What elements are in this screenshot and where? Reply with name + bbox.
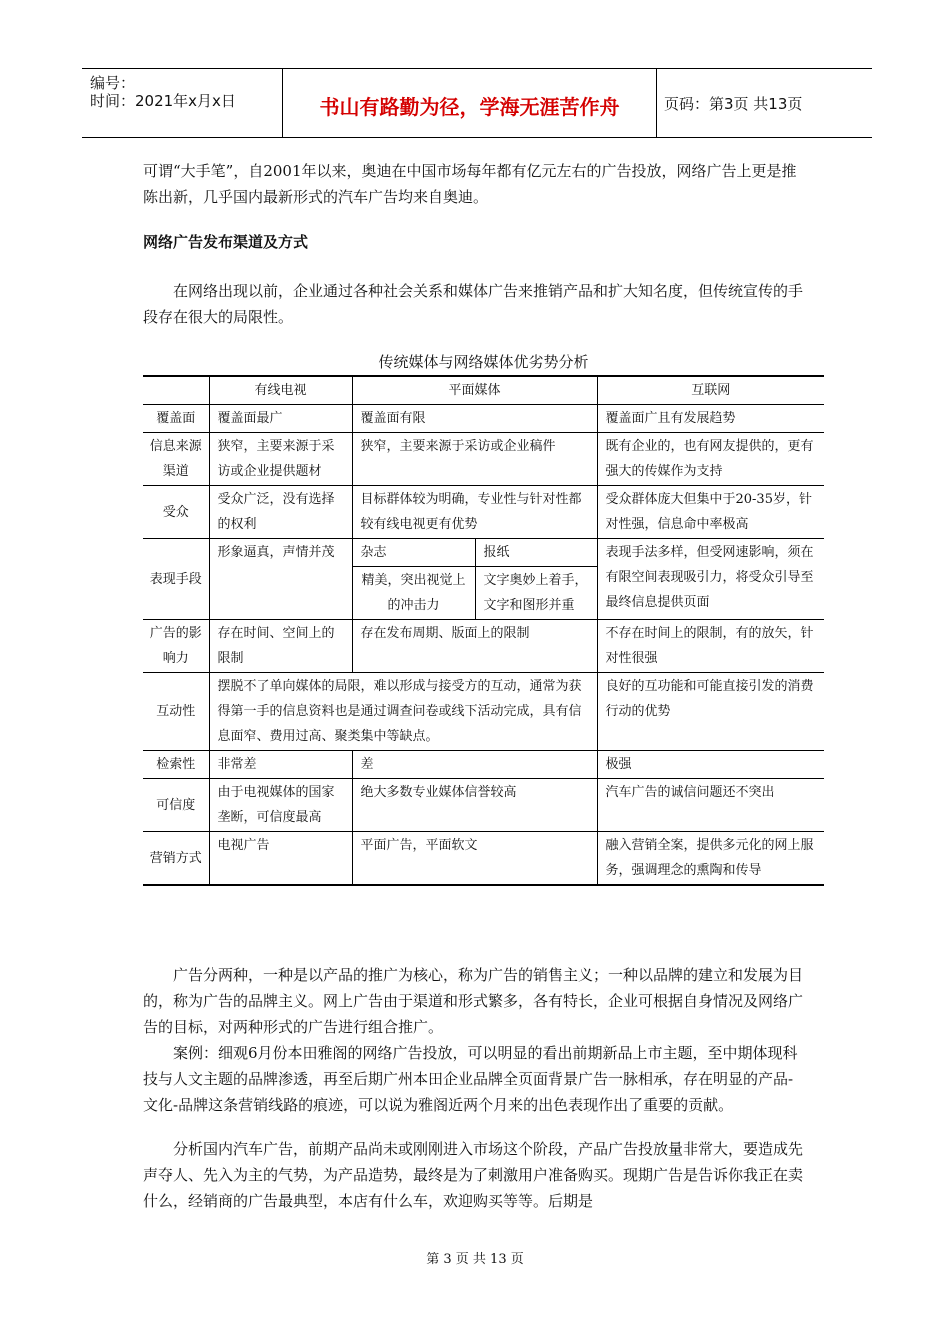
table-cell: 受众广泛，没有选择的权利: [209, 486, 352, 539]
table-cell: 极强: [597, 751, 824, 779]
table-cell: 由于电视媒体的国家垄断，可信度最高: [209, 779, 352, 832]
table-cell: 狭窄，主要来源于采访或企业稿件: [352, 433, 597, 486]
table-cell: 精美，突出视觉上的冲击力: [352, 567, 475, 620]
paragraph-4: 分析国内汽车广告，前期产品尚未或刚刚进入市场这个阶段，产品广告投放量非常大，要造成先声夺人、先入为主的气势，为产品造势，最终是为了刺激用户准备购买。现期广告是告诉你我正在卖什么，经销商的广告最典型，本店有什么车，欢迎购买等等。后期是: [143, 1140, 804, 1210]
table-row: [143, 539, 824, 567]
section-title: 网络广告发布渠道及方式: [143, 233, 309, 251]
table-cell: 目标群体较为明确，专业性与针对性都较有线电视更有优势: [352, 486, 597, 539]
page-footer: 第 3 页 共 13 页: [426, 1252, 524, 1267]
table-cell: 汽车广告的诚信问题还不突出: [597, 779, 824, 832]
paragraph-2: 广告分两种，一种是以产品的推广为核心，称为广告的销售主义；一种以品牌的建立和发展为目的，称为广告的品牌主义。网上广告由于渠道和形式繁多，各有特长，企业可根据自身情况及网络广告的目标，对两种形式的广告进行组合推广。: [143, 966, 804, 1036]
table-caption: 传统媒体与网络媒体优劣势分析: [378, 353, 589, 371]
header-cell-empty: [143, 376, 209, 405]
page-header: [82, 68, 872, 138]
intro-paragraph: 可谓“大手笔”，自2001年以来，奥迪在中国市场每年都有亿元左右的广告投放，网络广告上更是推陈出新，几乎国内最新形式的汽车广告均来自奥迪。: [143, 162, 797, 206]
table-cell: 摆脱不了单向媒体的局限，难以形成与接受方的互动，通常为获得第一手的信息资料也是通过调查问卷或线下活动完成，具有信息面窄、费用过高、聚类集中等缺点。: [209, 673, 597, 751]
header-motto: 书山有路勤为径，学海无涯苦作舟: [319, 95, 620, 119]
paragraph-3: 案例：细观6月份本田雅阁的网络广告投放，可以明显的看出前期新品上市主题，至中期体现科技与人文主题的品牌渗透，再至后期广州本田企业品牌全页面背景广告一脉相承，存在明显的产品-文化-品牌这条营销线路的痕迹，可以说为雅阁近两个月来的出色表现作出了重要的贡献。: [143, 1044, 798, 1114]
table-cell: 狭窄，主要来源于采访或企业提供题材: [209, 433, 352, 486]
table-cell: 覆盖面广且有发展趋势: [597, 405, 824, 433]
table-cell: 既有企业的，也有网友提供的，更有强大的传媒作为支持: [597, 433, 824, 486]
header-meta: [82, 69, 282, 137]
row-label: 可信度: [143, 779, 209, 832]
paragraph-1: 在网络出现以前，企业通过各种社会关系和媒体广告来推销产品和扩大知名度，但传统宣传的手段存在很大的局限性。: [143, 282, 804, 326]
comparison-table: [143, 375, 824, 886]
table-cell: 良好的互功能和可能直接引发的消费行动的优势: [597, 673, 824, 751]
table-cell: 非常差: [209, 751, 352, 779]
header-cell-print: 平面媒体: [352, 376, 597, 405]
table-cell: 不存在时间上的限制，有的放矢，针对性很强: [597, 620, 824, 673]
header-cell-web: 互联网: [597, 376, 824, 405]
table-row: [143, 620, 824, 673]
table-cell: 融入营销全案，提供多元化的网上服务，强调理念的熏陶和传导: [597, 832, 824, 886]
table-cell-magazine: 杂志: [352, 539, 475, 567]
header-motto-cell: [282, 69, 657, 137]
header-page-info: 页码：第3页 共13页: [664, 95, 803, 113]
table-row: [143, 751, 824, 779]
row-label: 信息来源渠道: [143, 433, 209, 486]
header-cell-tv: 有线电视: [209, 376, 352, 405]
table-row: [143, 405, 824, 433]
row-label: 互动性: [143, 673, 209, 751]
table-cell: 平面广告，平面软文: [352, 832, 597, 886]
table-cell: 覆盖面最广: [209, 405, 352, 433]
table-cell: 形象逼真，声情并茂: [209, 539, 352, 620]
table-row: [143, 673, 824, 751]
table-row: [143, 433, 824, 486]
table-cell: 受众群体庞大但集中于20-35岁，针对性强，信息命中率极高: [597, 486, 824, 539]
row-label: 营销方式: [143, 832, 209, 886]
table-row: [143, 832, 824, 886]
table-cell: 存在发布周期、版面上的限制: [352, 620, 597, 673]
row-label: 表现手段: [143, 539, 209, 620]
table-cell: 覆盖面有限: [352, 405, 597, 433]
row-label: 广告的影响力: [143, 620, 209, 673]
row-label: 检索性: [143, 751, 209, 779]
table-cell: 绝大多数专业媒体信誉较高: [352, 779, 597, 832]
table-cell-newspaper: 报纸: [475, 539, 597, 567]
table-cell: 电视广告: [209, 832, 352, 886]
row-label: 受众: [143, 486, 209, 539]
table-cell: 表现手法多样，但受网速影响，须在有限空间表现吸引力，将受众引导至最终信息提供页面: [597, 539, 824, 620]
table-header-row: [143, 376, 824, 405]
table-cell: 存在时间、空间上的限制: [209, 620, 352, 673]
table-row: [143, 779, 824, 832]
doc-date: 时间：2021年x月x日: [90, 92, 236, 110]
doc-code-label: 编号：: [90, 74, 136, 92]
table-row: [143, 486, 824, 539]
table-cell: 文字奥妙上着手，文字和图形并重: [475, 567, 597, 620]
table-cell: 差: [352, 751, 597, 779]
row-label: 覆盖面: [143, 405, 209, 433]
